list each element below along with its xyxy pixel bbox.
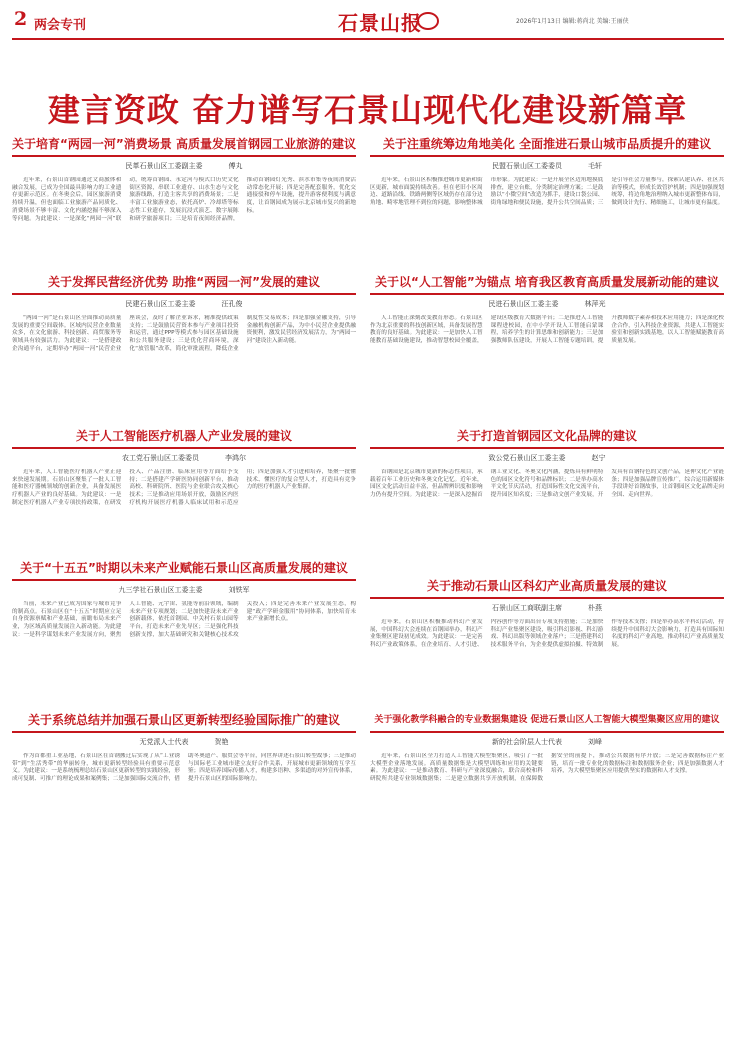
byline: [12, 298, 356, 310]
article-7: [12, 560, 356, 695]
article-body: 近年来，石景山首钢园通过文商旅体和融合发展，已成为全国最具影响力的工业遗存更新示范区。在冬奥会后，园区旅游消费持续升温，但也面临工业旅游产品同质化、消费场景不够丰富、文化内涵挖掘不够深入等问题。为此建议：一是深化“两园一河”联动，统筹首钢园、永定河与模式口历史文化街区资源，串联工业遗存、山水生态与文化旅游线路，打造主客共享的消费场景；二是丰富工业旅游业态，依托高炉、冷却塔等标志性工业遗存，发展沉浸式演艺、数字展陈和研学旅游项目；三是培育夜间经济品牌，推动首钢园灯光秀、滨水市集等夜间消费活动常态化开展；四是完善配套服务，优化交通接驳和停车设施，提升游客便利度与满意度，让首钢园成为展示北京城市复兴的新地标。: [12, 177, 356, 222]
article-title: 关于强化教学科融合的专业数据集建设 促进石景山区人工智能大模型集聚区应用的建议: [374, 715, 720, 725]
byline-org: 无党派人士代表: [139, 738, 189, 746]
byline-author: 贺艳: [214, 738, 229, 746]
article-5: [12, 428, 356, 567]
byline-author: 刘峰: [588, 738, 602, 746]
article-9: [12, 712, 356, 859]
newspaper-logo: [417, 12, 439, 30]
article-title: 关于以“人工智能”为锚点 培育我区教育高质量发展新动能的建议: [375, 275, 719, 289]
article-body: 近年来，石景山区积极推进城市更新和街区更新，城市面貌持续改善。但在老旧小区周边、道路沿线、铁路两侧等区域仍存在部分边角地、畸零地管理不到位的问题，影响整体城市形象。为此建议：一是开展全区边角地摸底排查，建立台账，分类制定治理方案；二是鼓励以“小微空间”改造为抓手，建设口袋公园、街角绿地和便民设施，提升公共空间品质；三是引导社会力量参与，探索认建认养、社区共治等模式，形成长效管护机制；四是加强规划统筹，将边角地治理纳入城市更新整体布局，做到设计先行、精细施工，让城市更有温度。: [370, 177, 724, 207]
article-8: [370, 578, 724, 715]
article-title: 关于系统总结并加强石景山区更新转型经验国际推广的建议: [27, 713, 340, 727]
title-rule: [12, 155, 356, 157]
article-1: [12, 136, 356, 269]
article-body: 近年来，人工智能医疗机器人产业正迎来快速发展期。石景山区聚集了一批人工智能和医疗器械领域的创新企业，具备发展医疗机器人产业的良好基础。为此建议：一是制定医疗机器人产业专项扶持政策，在研发投入、产品注册、临床应用等方面给予支持；二是搭建产学研医协同创新平台，推动高校、科研院所、医院与企业联合攻关核心技术；三是推动应用场景开放，鼓励区内医疗机构开展医疗机器人临床试用和示范应用；四是加强人才引进和培养，集聚一批懂技术、懂医疗的复合型人才，打造具有竞争力的医疗机器人产业集群。: [12, 469, 356, 506]
article-3: [12, 274, 356, 433]
article-title: 关于发挥民营经济优势 助推“两园一河”发展的建议: [48, 275, 320, 289]
section-name: 两会专刊: [34, 18, 87, 33]
byline: [370, 452, 724, 464]
byline-org: 民革石景山区工委副主委: [125, 162, 203, 170]
byline-author: 毛轩: [588, 162, 602, 170]
article-body: “两园一河”是石景山区全面推动高质量发展的重要空间载体。区域内民营企业数量众多，在文化旅游、科技创新、商贸服务等领域具有较强活力。为此建议：一是搭建政企沟通平台，定期举办“两园一河”民营企业座谈会，及时了解企业诉求，精准提供政策支持；二是鼓励民营资本参与产业项目投资和运营，通过PPP等模式参与园区基础设施和公共服务建设；三是优化营商环境，深化“放管服”改革，简化审批流程，降低企业制度性交易成本；四是加强金融支持，引导金融机构创新产品，为中小民营企业提供融资便利，激发民营经济发展活力，为“两园一河”建设注入新动能。: [12, 315, 356, 352]
byline-org: 新的社会阶层人士代表: [492, 738, 562, 746]
newspaper-brand: 石景山报: [338, 11, 422, 35]
title-rule: [370, 155, 724, 157]
byline: [370, 602, 724, 614]
byline-org: 民建石景山区工委主委: [125, 300, 196, 308]
byline-org: 农工党石景山区工委委员: [122, 454, 199, 462]
byline-org: 民盟石景山区工委委员: [492, 162, 562, 170]
article-6: [370, 428, 724, 575]
byline: [370, 736, 724, 748]
title-rule: [12, 731, 356, 733]
byline: [12, 160, 356, 172]
article-title: 关于培育“两园一河”消费场景 高质量发展首钢园工业旅游的建议: [12, 137, 356, 151]
byline: [370, 160, 724, 172]
byline-author: 李鸿尔: [225, 454, 246, 462]
title-rule: [12, 447, 356, 449]
byline-author: 朴燕: [588, 604, 602, 612]
article-title: 关于推动石景山区科幻产业高质量发展的建议: [426, 579, 667, 593]
byline-author: 林萍光: [584, 300, 606, 308]
issue-info: 2026年1月13日 编辑:蒋尚北 美编:王丽侠: [516, 18, 629, 25]
title-rule: [370, 293, 724, 295]
byline: [12, 584, 356, 596]
title-rule: [370, 731, 724, 733]
masthead-rule: [12, 38, 724, 40]
article-body: 当前，未来产业已成为国家与城市竞争的制高点。石景山区在“十五五”时期应立足自身资源禀赋和产业基础，前瞻布局未来产业，为区域高质量发展注入新动能。为此建议：一是科学谋划未来产业发展方向，聚焦人工智能、元宇宙、氢能等前沿领域，编制未来产业专项规划；二是加快建设未来产业创新载体，依托首钢园、中关村石景山园等平台，打造未来产业先导区；三是强化科技创新支撑，加大基础研究和关键核心技术攻关投入；四是完善未来产业发展生态，构建“政产学研金服用”协同体系，加快培育未来产业新增长点。: [12, 601, 356, 638]
article-title: 关于“十五五”时期以未来产业赋能石景山区高质量发展的建议: [20, 561, 348, 575]
article-body: 首钢园是北京城市更新的标志性项目，承载着百年工业历史和冬奥文化记忆。近年来，园区文化活动日益丰富，但品牌辨识度和影响力仍有提升空间。为此建议：一是深入挖掘首钢工业文化、冬奥文化内涵，提炼具有鲜明特色的园区文化符号和品牌标识；二是举办高水平文化节庆活动，打造国际性文化交流平台，提升园区知名度；三是推动文创产业发展，开发具有首钢特色的文创产品，延伸文化产业链条；四是加强品牌宣传推广，综合运用新媒体手段讲好首钢故事，让首钢园区文化品牌走向全国、走向世界。: [370, 469, 724, 499]
byline-author: 汪孔俊: [221, 300, 243, 308]
byline: [12, 736, 356, 748]
byline-author: 赵宁: [591, 454, 606, 462]
article-body: 人工智能正深刻改变教育形态。石景山区作为北京重要的科技创新区域，具备发展智慧教育的良好基础。为此建议：一是加快人工智能教育基础设施建设，推动智慧校园全覆盖，建设区级教育大数据平台；二是推进人工智能课程进校园，在中小学开设人工智能启蒙课程，培养学生的计算思维和创新能力；三是加强教师队伍建设，开展人工智能专题培训，提升教师数字素养和技术应用能力；四是深化校企合作，引入科技企业资源，共建人工智能实验室和创新实践基地，以人工智能赋能教育高质量发展。: [370, 315, 724, 345]
byline: [12, 452, 356, 464]
article-title: 关于注重统筹边角地美化 全面推进石景山城市品质提升的建议: [382, 137, 712, 151]
article-2: [370, 136, 724, 269]
byline-author: 傅丸: [228, 162, 243, 170]
byline: [370, 298, 724, 310]
article-body: 近年来，石景山区全力打造人工智能大模型集聚区，吸引了一批大模型企业落地发展。高质量数据集是大模型训练和应用的关键要素。为此建议：一是推动教育、科研与产业深度融合，联合高校和科研院所共建专业领域数据集；二是建立数据共享开放机制，在保障数据安全的前提下，推动公共数据有序开放；三是完善数据标注产业链，培育一批专业化的数据标注和数据服务企业；四是加强数据人才培养，为大模型集聚区应用提供坚实的数据和人才支撑。: [370, 753, 724, 783]
page-number: 2: [14, 8, 28, 30]
article-title: 关于打造首钢园区文化品牌的建议: [456, 429, 637, 443]
title-rule: [12, 293, 356, 295]
article-body: 近年来，石景山区积极推动科幻产业发展，中国科幻大会连续在首钢园举办，科幻产业集聚区建设初见成效。为此建议：一是完善科幻产业政策体系，在企业培育、人才引进、内容创作等方面出台专项支持措施；二是加快科幻产业集聚区建设，吸引科幻影视、科幻游戏、科幻出版等领域企业落户；三是搭建科幻技术服务平台，为企业提供虚拟拍摄、特效制作等技术支撑；四是举办高水平科幻活动，持续提升中国科幻大会影响力，打造具有国际知名度的科幻产业高地，推动科幻产业高质量发展。: [370, 619, 724, 649]
article-10: [370, 712, 724, 859]
byline-org: 九三学社石景山区工委主委: [118, 586, 203, 594]
article-title: 关于人工智能医疗机器人产业发展的建议: [75, 429, 292, 443]
article-4: [370, 274, 724, 433]
title-rule: [370, 447, 724, 449]
byline-org: 石景山区工商联副主席: [492, 604, 562, 612]
title-rule: [370, 597, 724, 599]
byline-author: 刘铁军: [228, 586, 250, 594]
byline-org: 致公党石景山区工委主委: [488, 454, 566, 462]
main-headline: 建言资政 奋力谱写石景山现代化建设新篇章: [47, 91, 688, 129]
byline-org: 民进石景山区工委主委: [488, 300, 559, 308]
masthead: [12, 6, 724, 36]
article-body: 作为首都重工业基地，石景山区在首钢搬迁后实现了从“工业锈带”到“生活秀带”的华丽转身，城市更新转型经验具有重要示范意义。为此建议：一是系统梳理总结石景山区更新转型的实践经验，形成可复制、可推广的理论成果和案例集；二是加强国际交流合作，借助冬奥遗产、服贸会等平台，向世界讲述石景山转型故事；三是推动与国际老工业城市建立友好合作关系，开展城市更新领域的互学互鉴；四是培养国际传播人才，构建多语种、多渠道的对外宣传体系，提升石景山区的国际影响力。: [12, 753, 356, 783]
title-rule: [12, 579, 356, 581]
